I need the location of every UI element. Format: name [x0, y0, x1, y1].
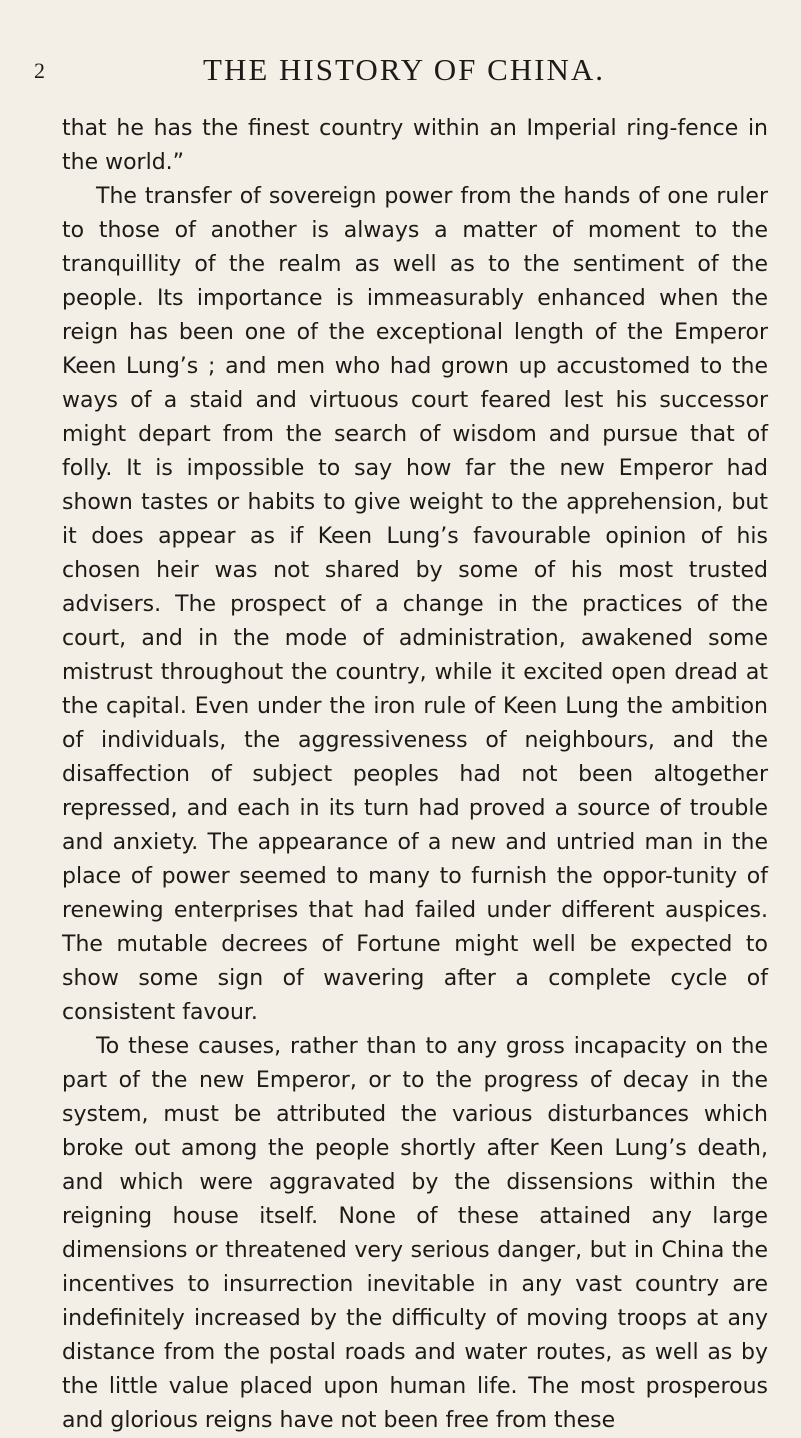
paragraph-disturbances: To these causes, rather than to any gross incapacity on the part of the new Emperor, or to the progress of decay in the system, must be attributed the various disturbances which broke out among the people shortly after Keen Lung’s death, and which were aggravated by the dissensions within the reigning house itself. None of these attained any large dimensions or threatened very serious danger, but in China the incentives to insurrection inevitable in any vast country are indefinitely increased by the difficulty of moving troops at any distance from the postal roads and water routes, as well as by the little value placed upon human life. The most prosperous and glorious reigns have not been free from these [62, 1034, 768, 1433]
paragraph-continuation: that he has the finest country within an Imperial ring-fence in the world.” [62, 116, 768, 175]
page-header [34, 52, 774, 92]
paragraph-sovereign-power: The transfer of sovereign power from the hands of one ruler to those of another is always a matter of moment to the tranquillity of the realm as well as to the sentiment of the people. Its importance is immeasurably enhanced when the reign has been one of the exceptional length of the Emperor Keen Lung’s ; and men who had grown up accustomed to the ways of a staid and virtuous court feared lest his successor might depart from the search of wisdom and pursue that of folly. It is impossible to say how far the new Emperor had shown tastes or habits to give weight to the apprehension, but it does appear as if Keen Lung’s favourable opinion of his chosen heir was not shared by some of his most trusted advisers. The prospect of a change in the practices of the court, and in the mode of administration, awakened some mistrust throughout the country, while it excited open dread at the capital. Even under the iron rule of Keen Lung the ambition of individuals, the aggressiveness of neighbours, and the disaffection of subject peoples had not been altogether repressed, and each in its turn had proved a source of trouble and anxiety. The appearance of a new and untried man in the place of power seemed to many to furnish the oppor-tunity of renewing enterprises that had failed under different auspices. The mutable decrees of Fortune might well be expected to show some sign of wavering after a complete cycle of consistent favour. [62, 184, 768, 1025]
page-number: 2 [34, 58, 45, 83]
running-title: THE HISTORY OF CHINA. [203, 52, 605, 87]
body-text [62, 112, 768, 1438]
